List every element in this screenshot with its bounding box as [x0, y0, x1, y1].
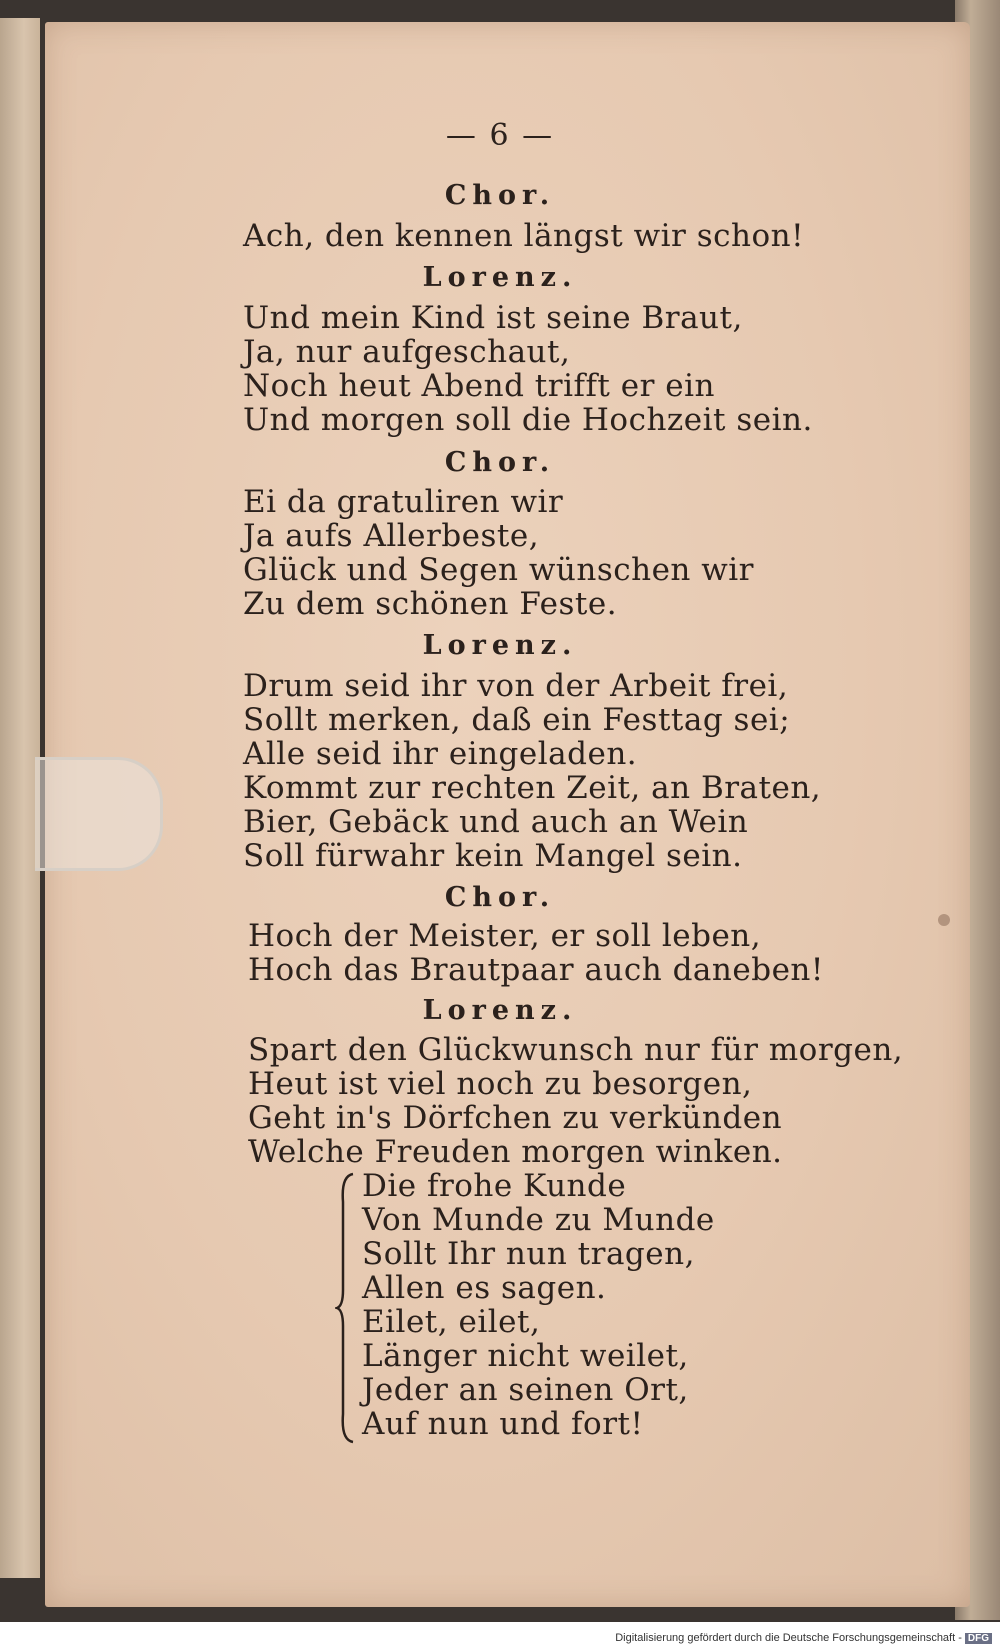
speaker-label: Lorenz. — [422, 262, 578, 293]
verse-line: Allen es sagen. — [362, 1270, 607, 1306]
verse-line: Zu dem schönen Feste. — [243, 586, 618, 622]
verse-line: Und mein Kind ist seine Braut, — [243, 300, 743, 336]
verse-line: Sollt Ihr nun tragen, — [362, 1236, 695, 1272]
verse-line: Soll fürwahr kein Mangel sein. — [243, 838, 743, 874]
speaker-label: Lorenz. — [422, 995, 578, 1026]
verse-line: Geht in's Dörfchen zu verkünden — [248, 1100, 783, 1136]
dfg-logo-badge: DFG — [965, 1633, 992, 1644]
verse-line: Hoch das Brautpaar auch daneben! — [248, 952, 824, 988]
speaker-label: Chor. — [444, 882, 556, 913]
verse-line: Jeder an seinen Ort, — [362, 1372, 689, 1408]
verse-line: Noch heut Abend trifft er ein — [243, 368, 715, 404]
verse-line: Sollt merken, daß ein Festtag sei; — [243, 702, 791, 738]
verse-line: Von Munde zu Munde — [362, 1202, 715, 1238]
verse-line: Glück und Segen wünschen wir — [243, 552, 754, 588]
verse-line: Bier, Gebäck und auch an Wein — [243, 804, 749, 840]
speaker-label: Chor. — [444, 447, 556, 478]
verse-line: Länger nicht weilet, — [362, 1338, 689, 1374]
verse-line: Ja aufs Allerbeste, — [243, 518, 540, 554]
speaker-label: Chor. — [444, 180, 556, 211]
speaker-label: Lorenz. — [422, 630, 578, 661]
verse-line: Welche Freuden morgen winken. — [248, 1134, 783, 1170]
verse-line: Ach, den kennen längst wir schon! — [243, 218, 805, 254]
verse-line: Eilet, eilet, — [362, 1304, 541, 1340]
verse-line: Kommt zur rechten Zeit, an Braten, — [243, 770, 822, 806]
digitization-credit — [615, 1632, 992, 1644]
page-number: — 6 — — [445, 118, 555, 153]
verse-line: Spart den Glückwunsch nur für morgen, — [248, 1032, 904, 1068]
verse-line: Und morgen soll die Hochzeit sein. — [243, 402, 813, 438]
brace-mark — [335, 1172, 357, 1444]
verse-line: Die frohe Kunde — [362, 1168, 627, 1204]
verse-line: Ja, nur aufgeschaut, — [243, 334, 571, 370]
credit-text: Digitalisierung gefördert durch die Deutsche Forschungsgemeinschaft - — [615, 1632, 962, 1644]
verse-line: Auf nun und fort! — [362, 1406, 644, 1442]
verse-line: Drum seid ihr von der Arbeit frei, — [243, 668, 789, 704]
verse-line: Ei da gratuliren wir — [243, 484, 564, 520]
verse-line: Heut ist viel noch zu besorgen, — [248, 1066, 753, 1102]
verse-line: Alle seid ihr eingeladen. — [243, 736, 638, 772]
verse-line: Hoch der Meister, er soll leben, — [248, 918, 762, 954]
